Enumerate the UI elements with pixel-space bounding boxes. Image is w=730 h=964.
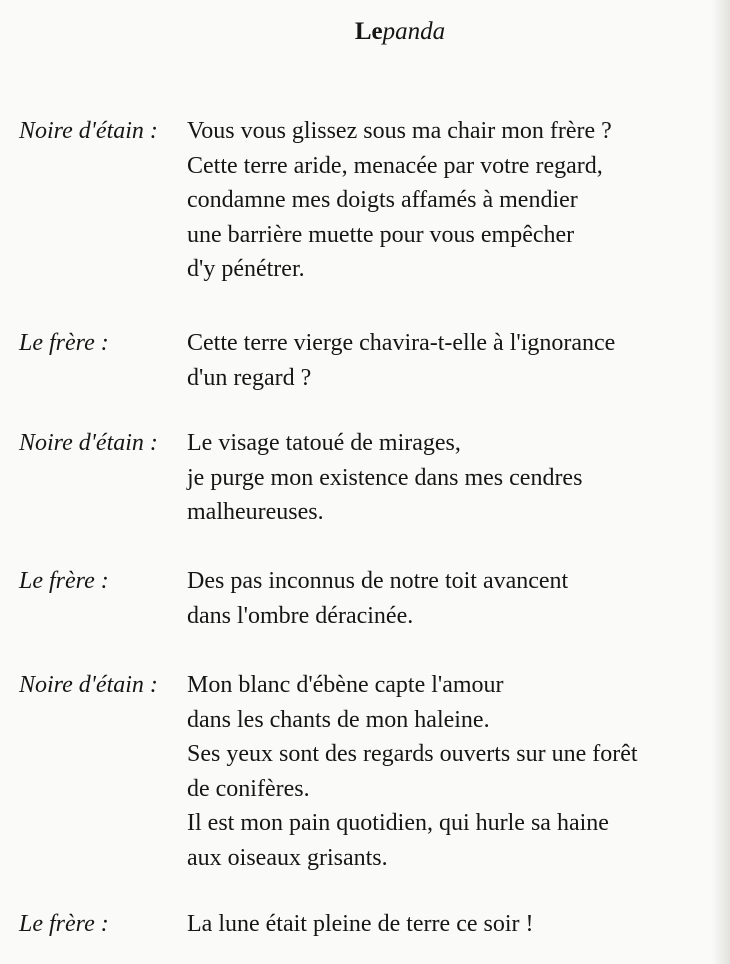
speaker-label: Noire d'étain : bbox=[19, 672, 158, 698]
verse-line: malheureuses. bbox=[187, 499, 324, 525]
verse-line: je purge mon existence dans mes cendres bbox=[187, 464, 583, 491]
verse-line: de conifères. bbox=[187, 775, 310, 802]
verse-line: condamne mes doigts affamés à mendier bbox=[187, 187, 578, 213]
verse-line: Cette terre vierge chavira-t-elle à l'ignorance bbox=[187, 330, 616, 356]
verse-line: Des pas inconnus de notre toit avancent bbox=[187, 568, 569, 594]
verse-line: Le visage tatoué de mirages, bbox=[187, 430, 461, 456]
verse-line: Vous vous glissez sous ma chair mon frère ? bbox=[187, 118, 612, 144]
verse-line: d'y pénétrer. bbox=[187, 256, 305, 282]
stanza-lines bbox=[187, 668, 719, 875]
verse-line: Cette terre aride, menacée par votre regard, bbox=[187, 152, 603, 179]
verse-line: dans les chants de mon haleine. bbox=[187, 706, 490, 733]
verse-line: Il est mon pain quotidien, qui hurle sa haine bbox=[187, 810, 609, 836]
speaker-label: Le frère : bbox=[19, 568, 109, 594]
speaker-label: Le frère : bbox=[19, 330, 109, 356]
stanza-lines bbox=[187, 326, 719, 395]
speaker-label: Le frère : bbox=[19, 911, 109, 937]
verse-line: Ses yeux sont des regards ouverts sur une forêt bbox=[187, 741, 638, 767]
verse-line: une barrière muette pour vous empêcher bbox=[187, 221, 575, 248]
verse-line: Mon blanc d'ébène capte l'amour bbox=[187, 672, 504, 698]
verse-line: d'un regard ? bbox=[187, 364, 312, 391]
verse-line: dans l'ombre déracinée. bbox=[187, 602, 414, 629]
stanza-lines bbox=[187, 114, 719, 287]
verse-line: aux oiseaux grisants. bbox=[187, 844, 388, 871]
stanza-lines bbox=[187, 564, 719, 633]
poem-title bbox=[0, 17, 730, 47]
speaker-label: Noire d'étain : bbox=[19, 430, 158, 456]
speaker-label: Noire d'étain : bbox=[19, 118, 158, 144]
stanza-lines bbox=[187, 426, 719, 530]
title-word: panda bbox=[382, 18, 446, 45]
title-article: Le bbox=[354, 18, 383, 45]
verse-line: La lune était pleine de terre ce soir ! bbox=[187, 911, 534, 937]
stanza-lines bbox=[187, 907, 719, 942]
